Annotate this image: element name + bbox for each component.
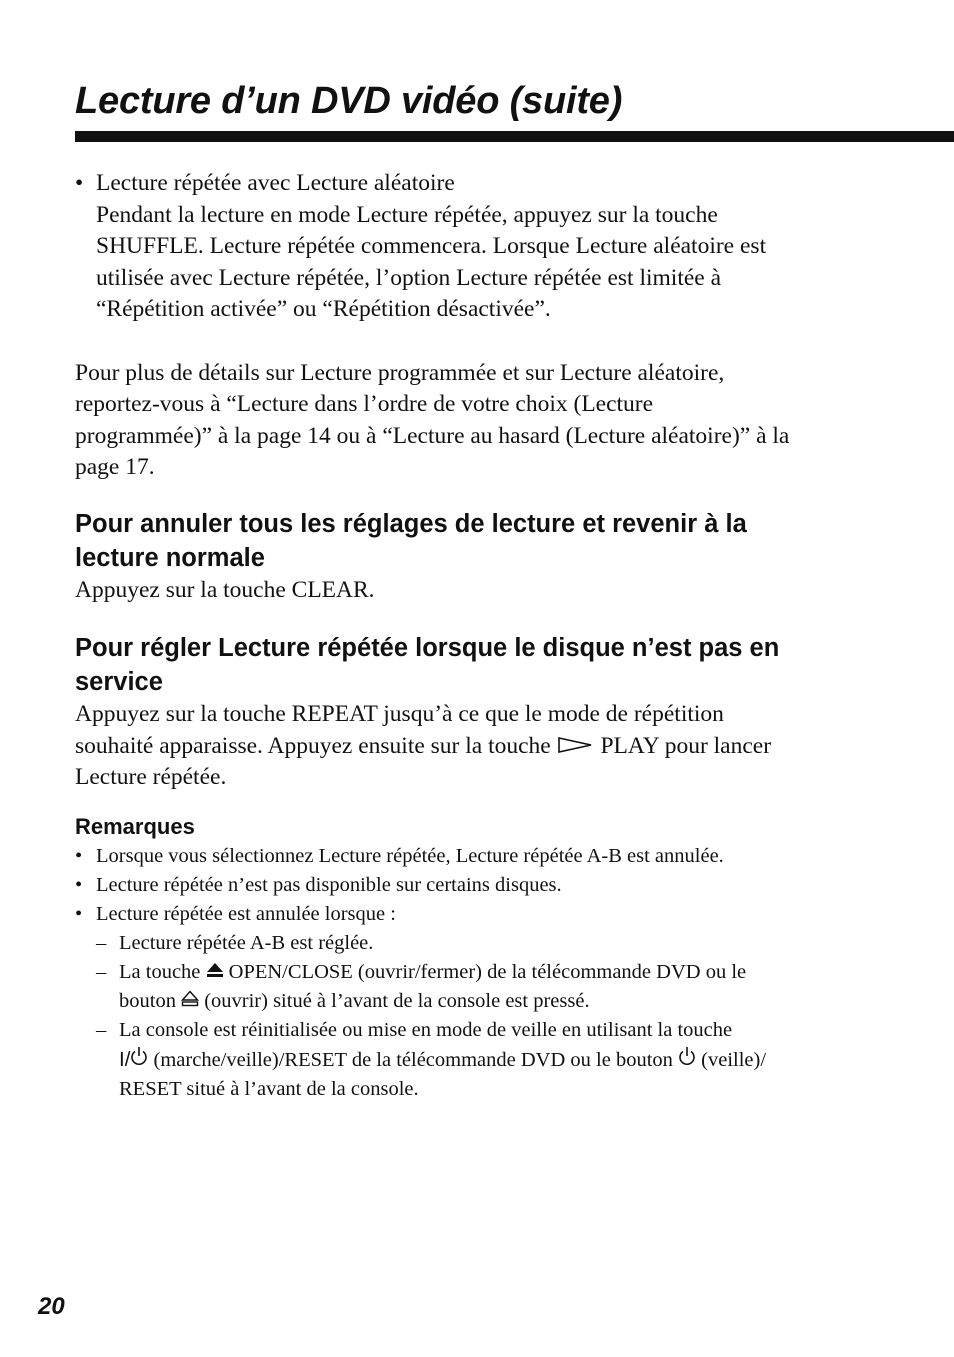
text-fragment: (marche/veille)/RESET de la télécommande DVD ou le bouton xyxy=(153,1048,673,1071)
text-fragment: (veille)/ xyxy=(701,1048,767,1071)
remarks-heading: Remarques xyxy=(75,813,195,839)
heading-line: service xyxy=(75,668,163,696)
bullet-marker: • xyxy=(75,902,83,925)
list-item xyxy=(75,900,895,1104)
text-fragment: La touche xyxy=(119,960,201,983)
intro-bullet-line: Pendant la lecture en mode Lecture répétée, appuyez sur la touche xyxy=(96,201,718,228)
section-heading-repeat xyxy=(75,631,895,699)
remark-text: Lecture répétée A-B est réglée. xyxy=(119,931,374,954)
details-line: reportez-vous à “Lecture dans l’ordre de votre choix (Lecture xyxy=(75,391,654,417)
bullet-marker: • xyxy=(75,873,83,896)
remarks-sublist xyxy=(96,929,895,1104)
bullet-marker: • xyxy=(75,844,83,867)
eject-outline-icon xyxy=(181,990,199,1007)
section-repeat-body-line: Appuyez sur la touche REPEAT jusqu’à ce que le mode de répétition xyxy=(75,701,724,727)
text-fragment: OPEN/CLOSE (ouvrir/fermer) de la télécommande DVD ou le xyxy=(228,960,747,983)
section-repeat-body-line: Lecture répétée. xyxy=(75,764,227,790)
play-outline-icon xyxy=(557,737,593,753)
sub-list-item xyxy=(96,1016,895,1104)
dash-marker: – xyxy=(96,960,107,983)
sub-list-item xyxy=(96,929,895,958)
list-item xyxy=(75,842,895,871)
title-rule xyxy=(75,131,954,142)
dash-marker: – xyxy=(96,1018,107,1041)
text-fragment: souhaité apparaisse. Appuyez ensuite sur la touche xyxy=(75,732,551,759)
list-item xyxy=(75,871,895,900)
text-fragment: (ouvrir) situé à l’avant de la console est pressé. xyxy=(204,989,590,1012)
power-standby-icon xyxy=(130,1046,148,1066)
page-number: 20 xyxy=(38,1293,65,1320)
text-fragment: PLAY pour lancer xyxy=(600,732,772,759)
intro-bullet-line: SHUFFLE. Lecture répétée commencera. Lorsque Lecture aléatoire est xyxy=(96,233,767,259)
heading-line: lecture normale xyxy=(75,543,265,572)
text-fragment: I/ xyxy=(119,1047,131,1071)
intro-bullet-line: Lecture répétée avec Lecture aléatoire xyxy=(96,170,455,196)
intro-bullet-line: “Répétition activée” ou “Répétition désactivée”. xyxy=(96,296,551,322)
power-standby-icon xyxy=(678,1046,696,1066)
text-fragment: RESET situé à l’avant de la console. xyxy=(119,1077,419,1100)
page-content xyxy=(75,168,895,1104)
intro-bullet-line: utilisée avec Lecture répétée, l’option Lecture répétée est limitée à xyxy=(96,264,722,291)
section-repeat-body-line xyxy=(75,731,895,763)
heading-line: Pour annuler tous les réglages de lecture et revenir à la xyxy=(75,509,747,538)
details-line: page 17. xyxy=(75,454,155,480)
details-line: Pour plus de détails sur Lecture programmée et sur Lecture aléatoire, xyxy=(75,359,725,386)
remark-text: Lecture répétée n’est pas disponible sur certains disques. xyxy=(96,873,562,896)
dash-marker: – xyxy=(96,931,107,954)
details-line: programmée)” à la page 14 ou à “Lecture au hasard (Lecture aléatoire)” à la xyxy=(75,422,790,449)
sub-list-item xyxy=(96,958,895,1016)
remark-text: Lorsque vous sélectionnez Lecture répétée, Lecture répétée A-B est annulée. xyxy=(96,844,724,867)
intro-bullet xyxy=(75,168,895,326)
section-cancel-body: Appuyez sur la touche CLEAR. xyxy=(75,576,375,603)
bullet-marker: • xyxy=(75,170,84,196)
remarks-list xyxy=(75,842,895,1104)
page-title: Lecture d’un DVD vidéo (suite) xyxy=(75,80,623,122)
details-paragraph xyxy=(75,358,895,484)
heading-line: Pour régler Lecture répétée lorsque le disque n’est pas en xyxy=(75,634,780,662)
remark-text: Lecture répétée est annulée lorsque : xyxy=(96,902,396,925)
section-heading-cancel xyxy=(75,507,895,575)
text-fragment: bouton xyxy=(119,989,176,1012)
eject-filled-icon xyxy=(206,962,224,978)
text-fragment: La console est réinitialisée ou mise en mode de veille en utilisant la touche xyxy=(119,1018,733,1041)
